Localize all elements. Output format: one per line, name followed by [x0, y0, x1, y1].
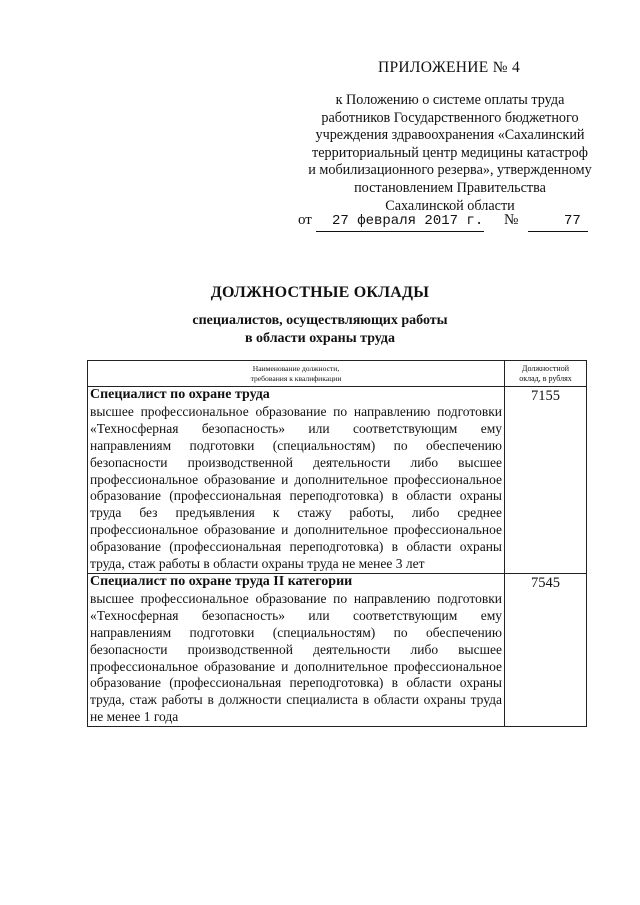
number-label: №	[504, 212, 519, 228]
position-cell	[88, 387, 505, 574]
header-salary-line: оклад, в рублях	[519, 374, 572, 383]
appendix-line: работников Государственного бюджетного	[321, 109, 579, 126]
appendix-line: учреждения здравоохранения «Сахалинский	[315, 127, 585, 144]
position-requirements: высшее профессиональное образование по направлению подготовки «Техносферная безопасность» или соответствующим ему направлениям подготовки (специальностям) по обеспечению безопасности производственной деятельности либо высшее профессиональное образование и дополнительное профессиональное образование (профессиональная переподготовка) в области охраны труда, стаж работы в должности специалиста в области охраны труда не менее 1 года	[90, 590, 502, 725]
header-position-cell	[88, 361, 505, 387]
appendix-line: постановлением Правительства	[354, 179, 546, 196]
position-cell	[88, 573, 505, 726]
from-label: от	[298, 212, 312, 228]
appendix-line: и мобилизационного резерва», утвержденному	[308, 162, 592, 179]
number-underline	[528, 231, 588, 232]
salary-cell: 7155	[505, 387, 587, 574]
header-position-line: требования к квалификации	[250, 374, 342, 383]
appendix-line: Сахалинской области	[385, 197, 515, 214]
header-salary-cell	[505, 361, 587, 387]
resolution-date: 27 февраля 2017 г.	[332, 213, 484, 229]
appendix-line: к Положению о системе оплаты труда	[335, 92, 565, 108]
subtitle-line: в области охраны труда	[244, 331, 395, 346]
header-salary-line: Должностной	[522, 364, 569, 373]
appendix-line: территориальный центр медицины катастроф	[312, 144, 588, 161]
resolution-number: 77	[564, 213, 581, 229]
document-title: ДОЛЖНОСТНЫЕ ОКЛАДЫ	[210, 284, 430, 301]
position-name: Специалист по охране труда II категории	[90, 573, 353, 589]
salary-table	[87, 360, 587, 727]
table-row	[88, 387, 587, 574]
header-position-line: Наименование должности,	[252, 364, 340, 373]
table-row	[88, 573, 587, 726]
salary-cell: 7545	[505, 573, 587, 726]
document-subtitle	[0, 312, 640, 348]
appendix-title: ПРИЛОЖЕНИЕ № 4	[378, 59, 521, 76]
appendix-reference	[270, 92, 630, 215]
table-header-row	[88, 361, 587, 387]
position-requirements: высшее профессиональное образование по направлению подготовки «Техносферная безопасность» или соответствующим ему направлениям подготовки (специальностям) по обеспечению безопасности производственной деятельности либо высшее профессиональное образование и дополнительное профессиональное образование (профессиональная переподготовка) в области охраны труда без предъявления к стажу работы, либо среднее профессиональное образование и дополнительное профессиональное образование (профессиональная переподготовка) в области охраны труда, стаж работы в области охраны труда не менее 3 лет	[90, 403, 502, 572]
position-name: Специалист по охране труда	[90, 387, 270, 402]
date-underline	[316, 231, 484, 232]
subtitle-line: специалистов, осуществляющих работы	[192, 313, 448, 328]
